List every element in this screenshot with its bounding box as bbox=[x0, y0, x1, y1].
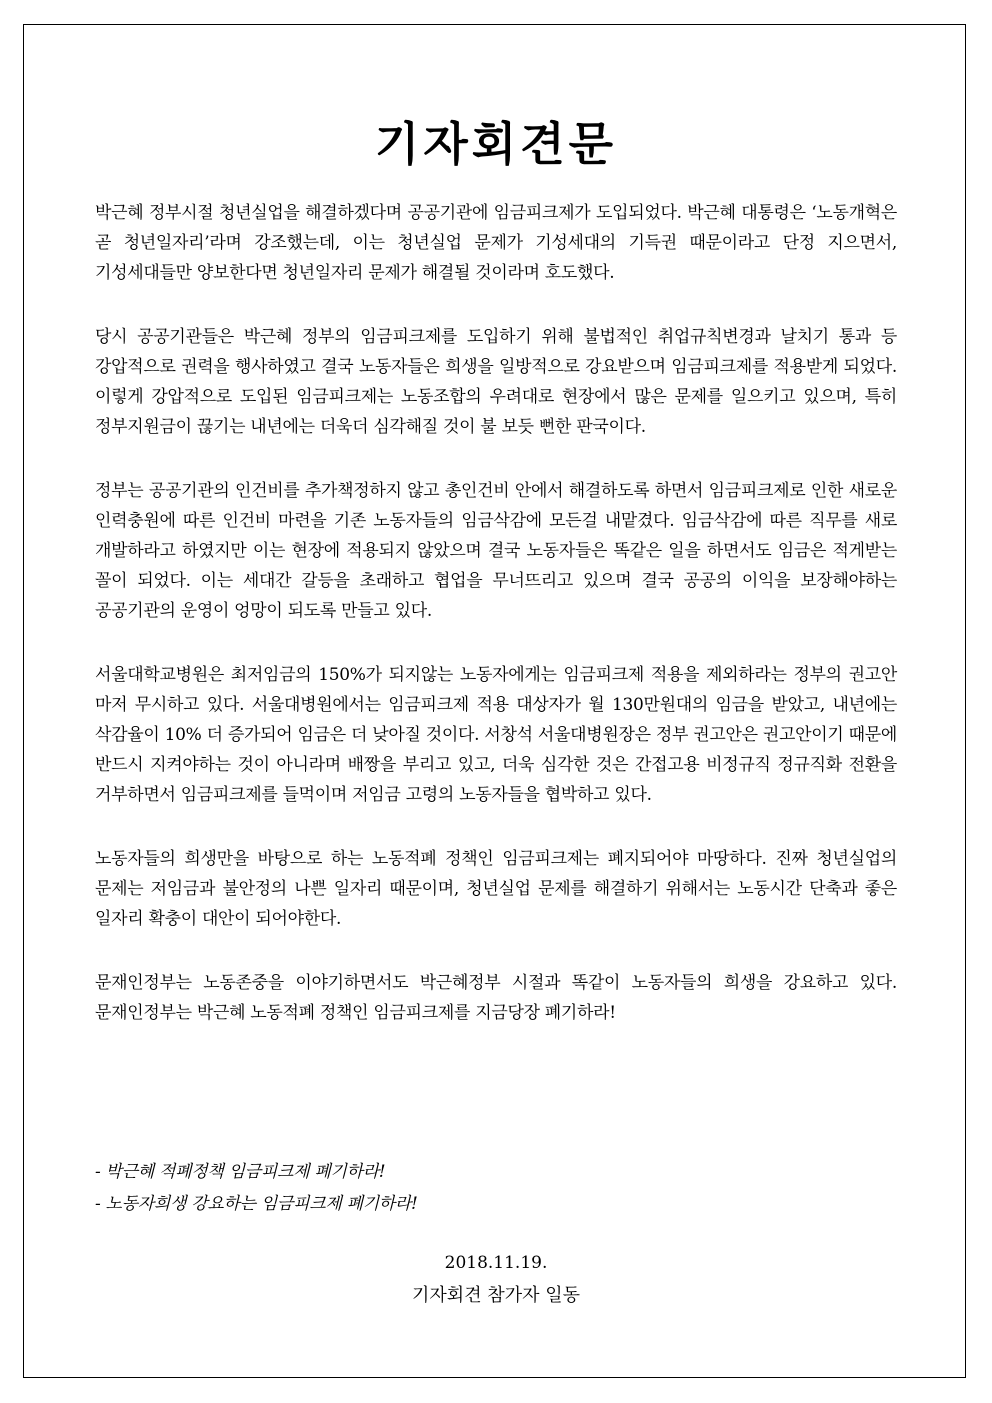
document-date: 2018.11.19. bbox=[444, 1253, 548, 1273]
slogan-1: - 박근혜 적폐정책 임금피크제 폐기하라! bbox=[95, 1162, 386, 1182]
slogan-2: - 노동자희생 강요하는 임금피크제 폐기하라! bbox=[95, 1194, 418, 1214]
document-body bbox=[95, 198, 897, 1062]
paragraph-2: 당시 공공기관들은 박근혜 정부의 임금피크제를 도입하기 위해 불법적인 취업규칙변경과 날치기 통과 등 강압적으로 권력을 행사하였고 결국 노동자들은 희생을 일방적으로 강요받으며 임금피크제를 적용받게 되었다. 이렇게 강압적으로 도입된 임금피크제는 노동조합의 우려대로 현장에서 많은 문제를 일으키고 있으며, 특히 정부지원금이 끊기는 내년에는 더욱더 심각해질 것이 불 보듯 뻔한 판국이다. bbox=[95, 327, 897, 437]
paragraph-4: 서울대학교병원은 최저임금의 150%가 되지않는 노동자에게는 임금피크제 적용을 제외하라는 정부의 권고안 마저 무시하고 있다. 서울대병원에서는 임금피크제 적용 대상자가 월 130만원대의 임금을 받았고, 내년에는 삭감율이 10% 더 증가되어 임금은 더 낮아질 것이다. 서창석 서울대병원장은 정부 권고안은 권고안이기 때문에 반드시 지켜야하는 것이 아니라며 배짱을 부리고 있고, 더욱 심각한 것은 간접고용 비정규직 정규직화 전환을 거부하면서 임금피크제를 들먹이며 저임금 고령의 노동자들을 협박하고 있다. bbox=[95, 665, 897, 805]
paragraph-1: 박근혜 정부시절 청년실업을 해결하겠다며 공공기관에 임금피크제가 도입되었다. 박근혜 대통령은 ‘노동개혁은 곧 청년일자리’라며 강조했는데, 이는 청년실업 문제가 기성세대의 기득권 때문이라고 단정 지으면서, 기성세대들만 양보한다면 청년일자리 문제가 해결될 것이라며 호도했다. bbox=[95, 203, 897, 283]
document-title: 기자회견문 bbox=[374, 117, 618, 171]
paragraph-3: 정부는 공공기관의 인건비를 추가책정하지 않고 총인건비 안에서 해결하도록 하면서 임금피크제로 인한 새로운 인력충원에 따른 인건비 마련을 기존 노동자들의 임금삭감에 모든걸 내맡겼다. 임금삭감에 따른 직무를 새로 개발하라고 하였지만 이는 현장에 적용되지 않았으며 결국 노동자들은 똑같은 일을 하면서도 임금은 적게받는 꼴이 되었다. 이는 세대간 갈등을 초래하고 협업을 무너뜨리고 있으며 결국 공공의 이익을 보장해야하는 공공기관의 운영이 엉망이 되도록 만들고 있다. bbox=[95, 481, 897, 621]
slogan-list bbox=[95, 1156, 897, 1220]
document-signature: 기자회견 참가자 일동 bbox=[412, 1285, 580, 1306]
paragraph-6: 문재인정부는 노동존중을 이야기하면서도 박근혜정부 시절과 똑같이 노동자들의 희생을 강요하고 있다. 문재인정부는 박근혜 노동적폐 정책인 임금피크제를 지금당장 폐기하라! bbox=[95, 973, 897, 1023]
paragraph-5: 노동자들의 희생만을 바탕으로 하는 노동적폐 정책인 임금피크제는 폐지되어야 마땅하다. 진짜 청년실업의 문제는 저임금과 불안정의 나쁜 일자리 때문이며, 청년실업 문제를 해결하기 위해서는 노동시간 단축과 좋은 일자리 확충이 대안이 되어야한다. bbox=[95, 849, 897, 929]
